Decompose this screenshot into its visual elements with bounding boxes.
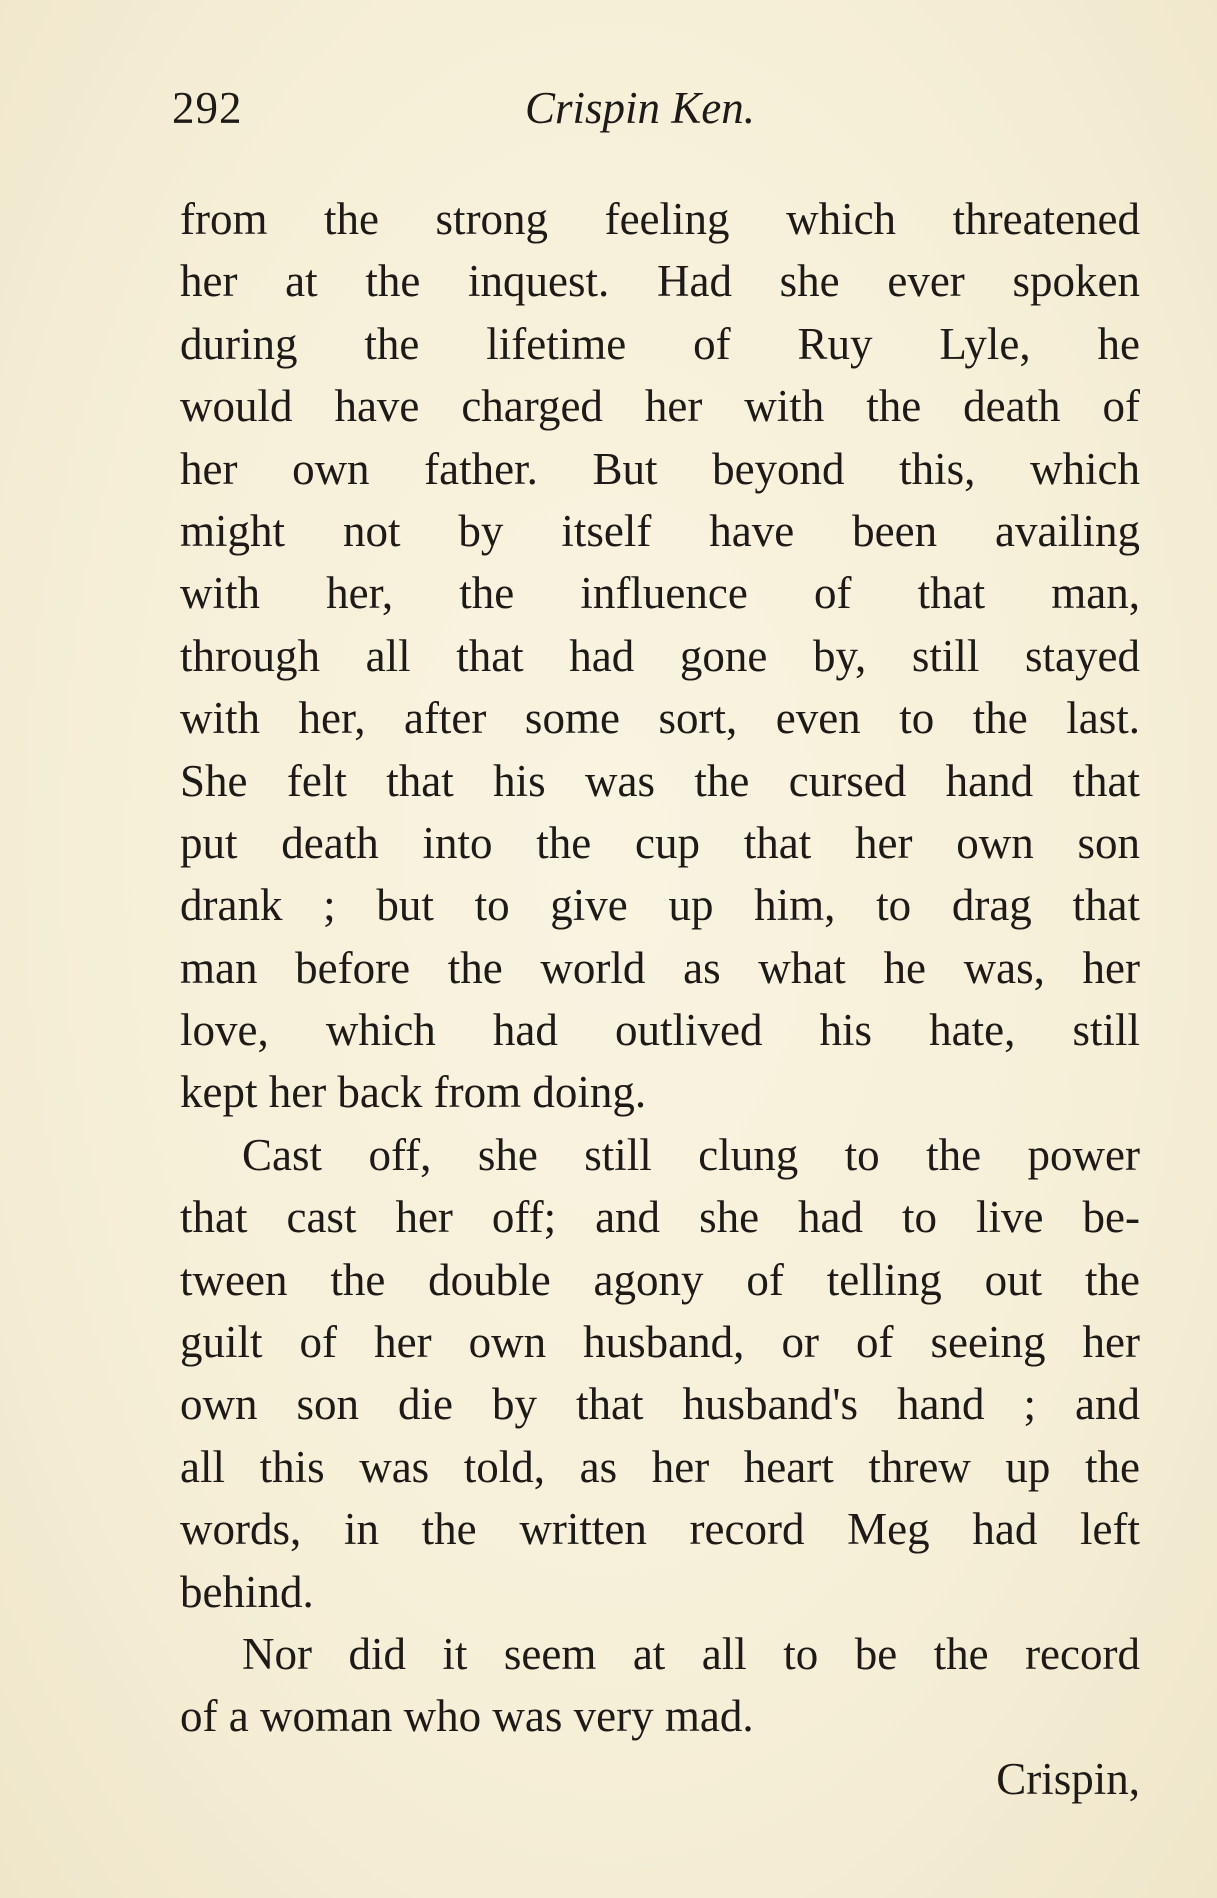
text-line: with her, after some sort, even to the last. xyxy=(180,693,1140,744)
text-line: of a woman who was very mad. xyxy=(180,1691,754,1742)
text-line: tween the double agony of telling out the xyxy=(180,1254,1140,1305)
text-line: all this was told, as her heart threw up the xyxy=(180,1441,1140,1492)
running-title: Crispin Ken. xyxy=(525,83,756,133)
text-line: with her, the influence of that man, xyxy=(180,568,1140,619)
text-line: behind. xyxy=(180,1566,314,1617)
text-line: that cast her off; and she had to live be- xyxy=(180,1192,1140,1243)
text-line: kept her back from doing. xyxy=(180,1067,647,1118)
text-line: her at the inquest. Had she ever spoken xyxy=(180,256,1140,307)
text-line: might not by itself have been availing xyxy=(180,505,1140,556)
paragraph-start-line: Nor did it seem at all to be the record xyxy=(242,1628,1140,1679)
page-header xyxy=(170,82,1140,142)
page-number: 292 xyxy=(172,83,243,133)
text-line: man before the world as what he was, her xyxy=(180,942,1140,993)
text-line: from the strong feeling which threatened xyxy=(180,194,1140,244)
text-line: words, in the written record Meg had left xyxy=(180,1504,1140,1555)
text-line: love, which had outlived his hate, still xyxy=(180,1005,1140,1056)
text-line: guilt of her own husband, or of seeing her xyxy=(180,1317,1140,1368)
text-line: put death into the cup that her own son xyxy=(180,817,1140,868)
text-line: her own father. But beyond this, which xyxy=(180,443,1140,494)
text-line: would have charged her with the death of xyxy=(180,381,1140,432)
paragraph-start-line: Cast off, she still clung to the power xyxy=(242,1129,1140,1180)
text-line: drank ; but to give up him, to drag that xyxy=(180,880,1140,931)
body-text xyxy=(180,188,1140,1810)
text-line: through all that had gone by, still stayed xyxy=(180,630,1140,681)
catchword: Crispin, xyxy=(996,1753,1140,1804)
text-line: She felt that his was the cursed hand that xyxy=(180,755,1140,806)
text-line: during the lifetime of Ruy Lyle, he xyxy=(180,318,1140,369)
text-line: own son die by that husband's hand ; and xyxy=(180,1379,1140,1430)
